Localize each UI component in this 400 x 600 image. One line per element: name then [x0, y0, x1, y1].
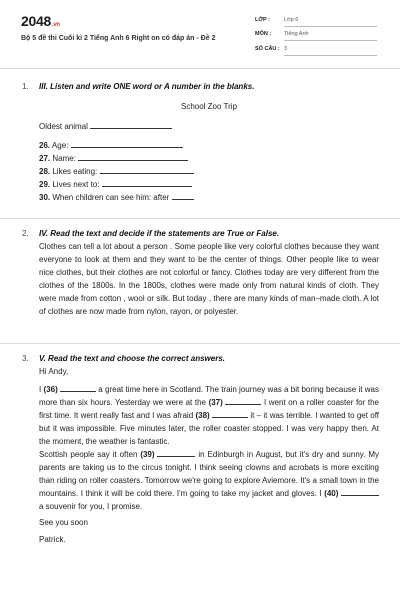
list-item: 28. Likes eating: — [39, 165, 379, 178]
letter-paragraph: I (36) a great time here in Scotland. The train journey was a bit boring because it was more than six hours. Yesterday we were at the (37) I went on a roller coaster for the first time. It went really fast and I was afraid (38) it – it was terrible. I wanted to get off but it was impossible. Five minutes later, the roller coaster stopped. I was very happy then. At the moment, the weather is fantastic. — [39, 385, 379, 446]
answer-blank[interactable] — [90, 120, 172, 129]
answer-blank[interactable] — [102, 178, 192, 187]
meta-value: 3 — [284, 46, 288, 52]
meta-value: Lớp 6 — [284, 17, 299, 23]
letter-greeting: Hi Andy, — [39, 367, 69, 376]
section-subtitle: School Zoo Trip — [180, 102, 238, 111]
answer-blank-36[interactable] — [60, 383, 96, 392]
answer-blank-37[interactable] — [225, 396, 261, 405]
answer-blank[interactable] — [172, 191, 194, 200]
answer-blank[interactable] — [78, 152, 188, 161]
reading-passage: Clothes can tell a lot about a person . Some people like very colorful clothes because they want everyone to look at them and they want to be the center of things. Other people like to wear nice clothes, but their clothes are not colorful or fancy. Clothes today are very different from the clothes of the 1800s. In the 1800s, clothes were made only from natural kinds of cloth. They were made from cotton , wool or silk. But today , there are many kinds of man–made cloth. A lot of clothes are now made from nylon, rayon, or polyester. — [39, 242, 379, 316]
page-header — [0, 0, 400, 70]
site-logo[interactable]: 2048.vn — [21, 13, 60, 29]
answer-blank-38[interactable] — [212, 409, 248, 418]
meta-label: SỐ CÂU : — [255, 46, 280, 52]
answer-blank-40[interactable] — [341, 487, 379, 496]
question-divider — [0, 343, 400, 344]
list-item: 26. Age: — [39, 139, 379, 152]
meta-label: MÔN : — [255, 31, 272, 37]
item-list — [39, 139, 379, 204]
letter-signature: Patrick. — [39, 535, 66, 544]
lead-line: Oldest animal — [39, 120, 379, 133]
header-divider — [0, 68, 400, 69]
answer-blank[interactable] — [100, 165, 194, 174]
question-number: 1. — [22, 82, 29, 91]
letter-closing: See you soon — [39, 518, 88, 527]
list-item: 29. Lives next to: — [39, 178, 379, 191]
question-number: 3. — [22, 354, 29, 363]
question-title: V. Read the text and choose the correct answers. — [39, 354, 225, 363]
question-title: IV. Read the text and decide if the statements are True or False. — [39, 229, 280, 238]
question-divider — [0, 218, 400, 219]
question-title: III. Listen and write ONE word or A number in the blanks. — [39, 82, 255, 91]
letter-paragraph: Scottish people say it often (39) in Edinburgh in August, but it's dry and sunny. My parents are taking us to the circus tonight. I think seeing clowns and acrobats is more exciting than riding on roller coasters. Tomorrow we're going to explore Aviemore. It's a small town in the mountains. I think it will be cold there. I'm going to take my jacket and gloves. I (40) a souvenir for you, I promise. — [39, 450, 379, 511]
list-item: 27. Name: — [39, 152, 379, 165]
list-item: 30. When children can see him: after — [39, 191, 379, 204]
question-number: 2. — [22, 229, 29, 238]
answer-blank[interactable] — [71, 139, 183, 148]
meta-value: Tiếng Anh — [284, 31, 309, 37]
meta-label: LỚP : — [255, 17, 270, 23]
document-title: Bộ 5 đề thi Cuối kì 2 Tiếng Anh 6 Right on có đáp án - Đề 2 — [21, 35, 216, 42]
answer-blank-39[interactable] — [157, 448, 195, 457]
